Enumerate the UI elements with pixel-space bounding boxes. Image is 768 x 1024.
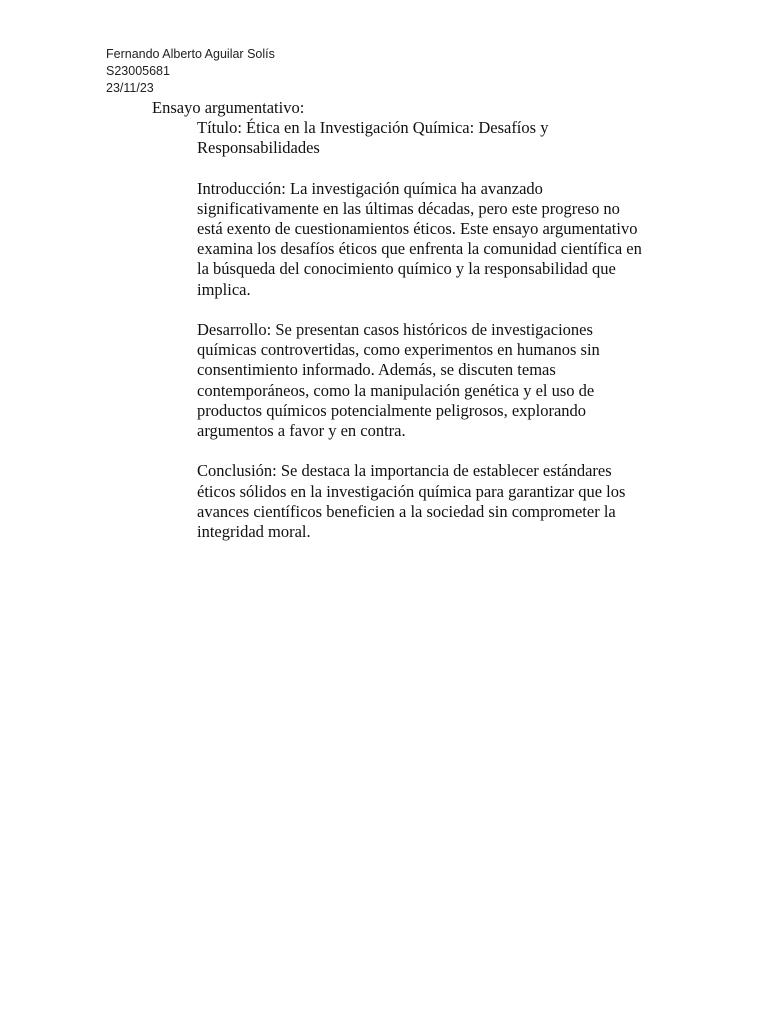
document-date: 23/11/23 — [106, 81, 154, 95]
introduction-line: la búsqueda del conocimiento químico y la responsabilidad que — [197, 259, 616, 279]
introduction-line: implica. — [197, 279, 251, 299]
title-paragraph — [197, 118, 667, 158]
conclusion-line: Conclusión: Se destaca la importancia de establecer estándares — [197, 461, 612, 481]
conclusion-line: integridad moral. — [197, 522, 311, 542]
introduction-line: Introducción: La investigación química ha avanzado — [197, 178, 543, 198]
essay-body — [197, 118, 667, 542]
introduction-line: está exento de cuestionamientos éticos. Este ensayo argumentativo — [197, 219, 638, 238]
author-name: Fernando Alberto Aguilar Solís — [106, 47, 275, 61]
title-line: Título: Ética en la Investigación Química: Desafíos y — [197, 118, 549, 137]
development-line: argumentos a favor y en contra. — [197, 421, 406, 441]
conclusion-line: éticos sólidos en la investigación química para garantizar que los — [197, 481, 626, 501]
development-line: consentimiento informado. Además, se discuten temas — [197, 360, 556, 380]
development-line: contemporáneos, como la manipulación genética y el uso de — [197, 380, 595, 400]
development-line: productos químicos potencialmente peligrosos, explorando — [197, 400, 587, 420]
essay-type-label: Ensayo argumentativo: — [152, 98, 305, 117]
conclusion-paragraph — [197, 461, 667, 542]
development-paragraph — [197, 320, 667, 441]
development-line: químicas controvertidas, como experimentos en humanos sin — [197, 340, 600, 360]
conclusion-line: avances científicos beneficien a la sociedad sin comprometer la — [197, 501, 616, 521]
development-line: Desarrollo: Se presentan casos históricos de investigaciones — [197, 320, 593, 339]
introduction-paragraph — [197, 179, 667, 300]
introduction-line: examina los desafíos éticos que enfrenta la comunidad científica en — [197, 239, 642, 259]
title-line: Responsabilidades — [197, 138, 320, 158]
student-id: S23005681 — [106, 64, 170, 78]
introduction-line: significativamente en las últimas décadas, pero este progreso no — [197, 198, 620, 218]
document-header — [106, 46, 275, 97]
